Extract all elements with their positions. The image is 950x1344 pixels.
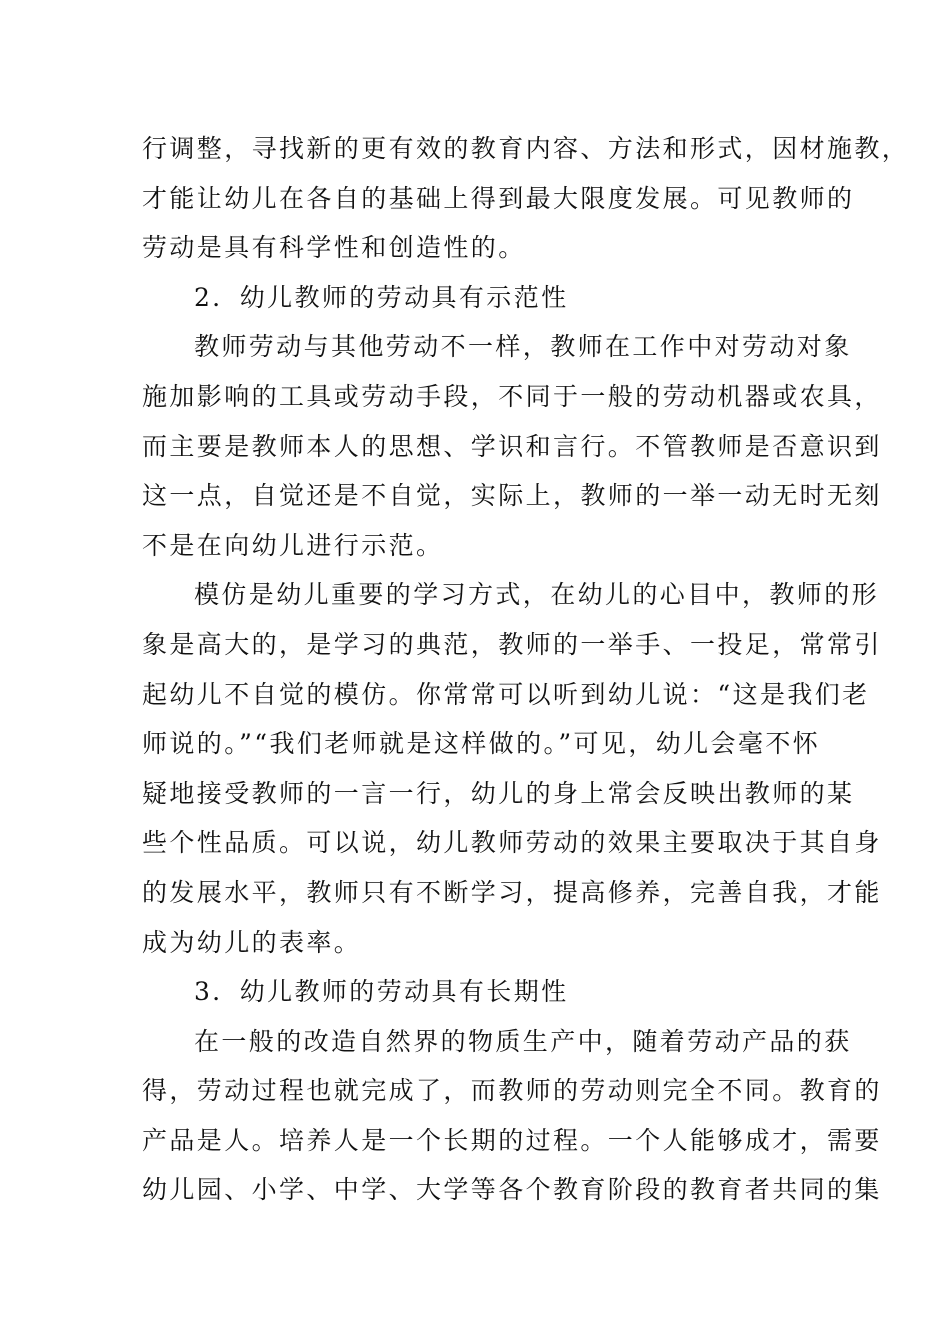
text-line: 而主要是教师本人的思想、学识和言行。不管教师是否意识到 bbox=[142, 431, 882, 461]
text-line: 得，劳动过程也就完成了，而教师的劳动则完全不同。教育的 bbox=[142, 1076, 882, 1106]
text-line: 劳动是具有科学性和创造性的。 bbox=[142, 233, 526, 263]
text-line: 这一点，自觉还是不自觉，实际上，教师的一举一动无时无刻 bbox=[142, 481, 882, 511]
text-line: 在一般的改造自然界的物质生产中，随着劳动产品的获 bbox=[194, 1026, 852, 1056]
document-body bbox=[142, 124, 910, 1215]
section-heading: 2．幼儿教师的劳动具有示范性 bbox=[194, 282, 569, 312]
text-line: 些个性品质。可以说，幼儿教师劳动的效果主要取决于其自身 bbox=[142, 828, 882, 858]
text-line: 行调整，寻找新的更有效的教育内容、方法和形式，因材施教， bbox=[142, 134, 910, 163]
text-line: 起幼儿不自觉的模仿。你常常可以听到幼儿说：“这是我们老 bbox=[142, 679, 870, 709]
text-line: 疑地接受教师的一言一行，幼儿的身上常会反映出教师的某 bbox=[142, 778, 855, 808]
text-line: 不是在向幼儿进行示范。 bbox=[142, 530, 444, 560]
text-line: 产品是人。培养人是一个长期的过程。一个人能够成才，需要 bbox=[142, 1125, 882, 1155]
text-line: 施加影响的工具或劳动手段，不同于一般的劳动机器或农具， bbox=[142, 381, 882, 411]
text-line: 的发展水平，教师只有不断学习，提高修养，完善自我，才能 bbox=[142, 877, 882, 907]
text-line: 象是高大的，是学习的典范，教师的一举手、一投足，常常引 bbox=[142, 629, 882, 659]
text-line: 模仿是幼儿重要的学习方式，在幼儿的心目中，教师的形 bbox=[194, 580, 880, 610]
text-line: 成为幼儿的表率。 bbox=[142, 927, 362, 957]
section-heading: 3．幼儿教师的劳动具有长期性 bbox=[194, 977, 569, 1007]
text-line: 才能让幼儿在各自的基础上得到最大限度发展。可见教师的 bbox=[142, 183, 855, 213]
text-line: 教师劳动与其他劳动不一样，教师在工作中对劳动对象 bbox=[194, 332, 852, 362]
text-line: 师说的。”“我们老师就是这样做的。”可见，幼儿会毫不怀 bbox=[142, 729, 821, 759]
text-line: 幼儿园、小学、中学、大学等各个教育阶段的教育者共同的集 bbox=[142, 1175, 882, 1205]
